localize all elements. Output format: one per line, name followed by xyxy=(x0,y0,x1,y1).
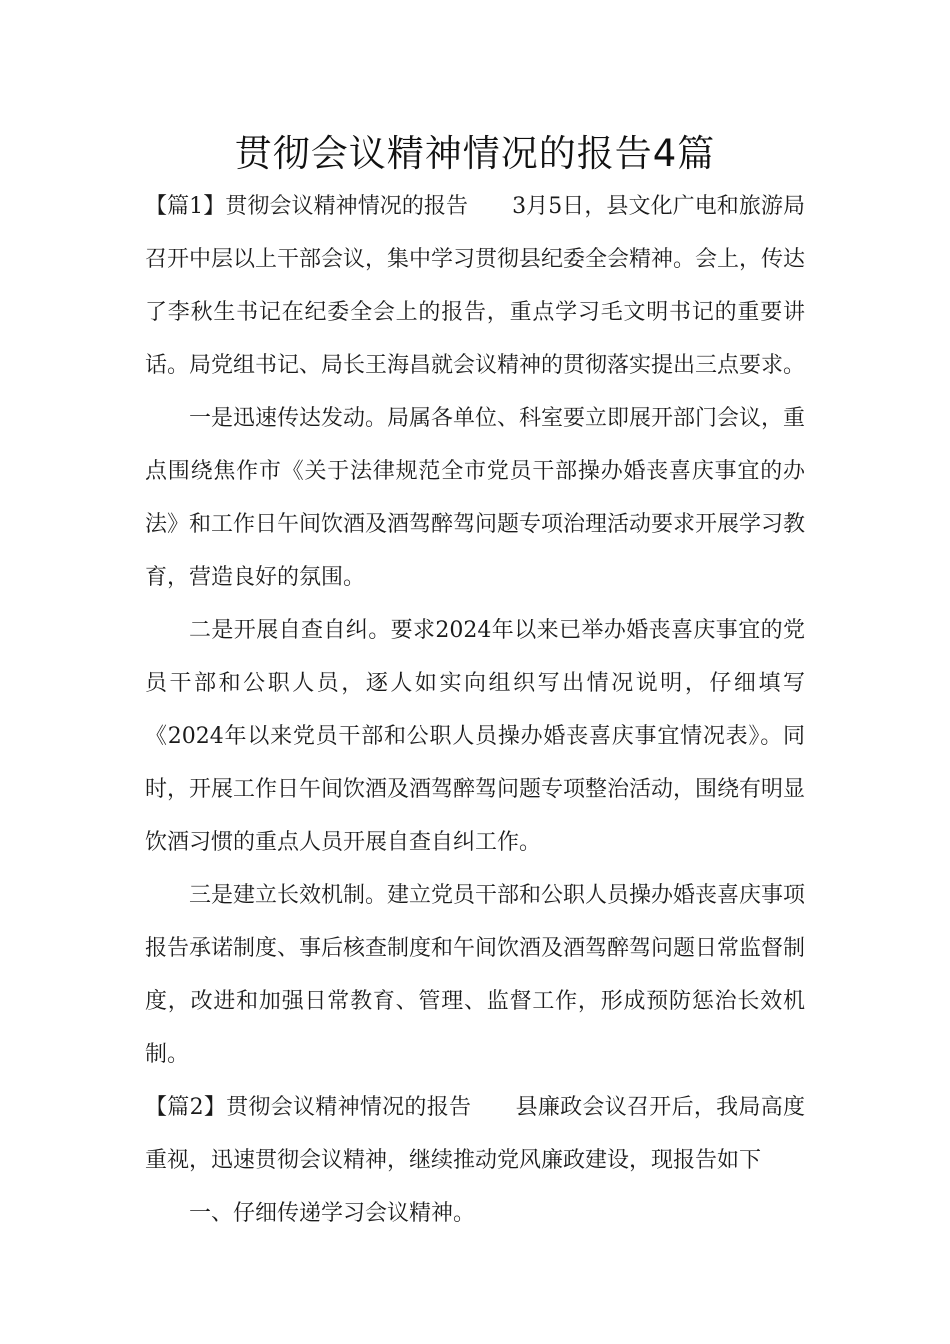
section-2-intro-text: 县廉政会议召开后，我局高度重视，迅速贯彻会议精神，继续推动党风廉政建设，现报告如下 xyxy=(145,1095,805,1173)
section-2-label: 【篇2】贯彻会议精神情况的报告 xyxy=(145,1095,472,1120)
section-2-point-1: 一、仔细传递学习会议精神。 xyxy=(189,1201,476,1226)
document-body xyxy=(145,180,805,1240)
section-1-point-1: 一是迅速传达发动。局属各单位、科室要立即展开部门会议，重点围绕焦作市《关于法律规范全市党员干部操办婚丧喜庆事宜的办法》和工作日午间饮酒及酒驾醉驾问题专项治理活动要求开展学习教育，营造良好的氛围。 xyxy=(145,406,806,590)
document-title: 贯彻会议精神情况的报告4篇 xyxy=(234,132,716,175)
section-1-intro-text: 3月5日，县文化广电和旅游局召开中层以上干部会议，集中学习贯彻县纪委全会精神。会上，传达了李秋生书记在纪委全会上的报告，重点学习毛文明书记的重要讲话。局党组书记、局长王海昌就会议精神的贯彻落实提出三点要求。 xyxy=(145,194,806,378)
section-1-label: 【篇1】贯彻会议精神情况的报告 xyxy=(145,194,469,219)
section-1-intro-paragraph xyxy=(145,180,805,392)
section-2-intro-paragraph xyxy=(145,1081,805,1187)
section-1-point-2: 二是开展自查自纠。要求2024年以来已举办婚丧喜庆事宜的党员干部和公职人员，逐人如实向组织写出情况说明，仔细填写《2024年以来党员干部和公职人员操办婚丧喜庆事宜情况表》。同时，开展工作日午间饮酒及酒驾醉驾问题专项整治活动，围绕有明显饮酒习惯的重点人员开展自查自纠工作。 xyxy=(145,618,806,855)
section-1-point-3: 三是建立长效机制。建立党员干部和公职人员操办婚丧喜庆事项报告承诺制度、事后核查制度和午间饮酒及酒驾醉驾问题日常监督制度，改进和加强日常教育、管理、监督工作，形成预防惩治长效机制。 xyxy=(145,883,806,1067)
